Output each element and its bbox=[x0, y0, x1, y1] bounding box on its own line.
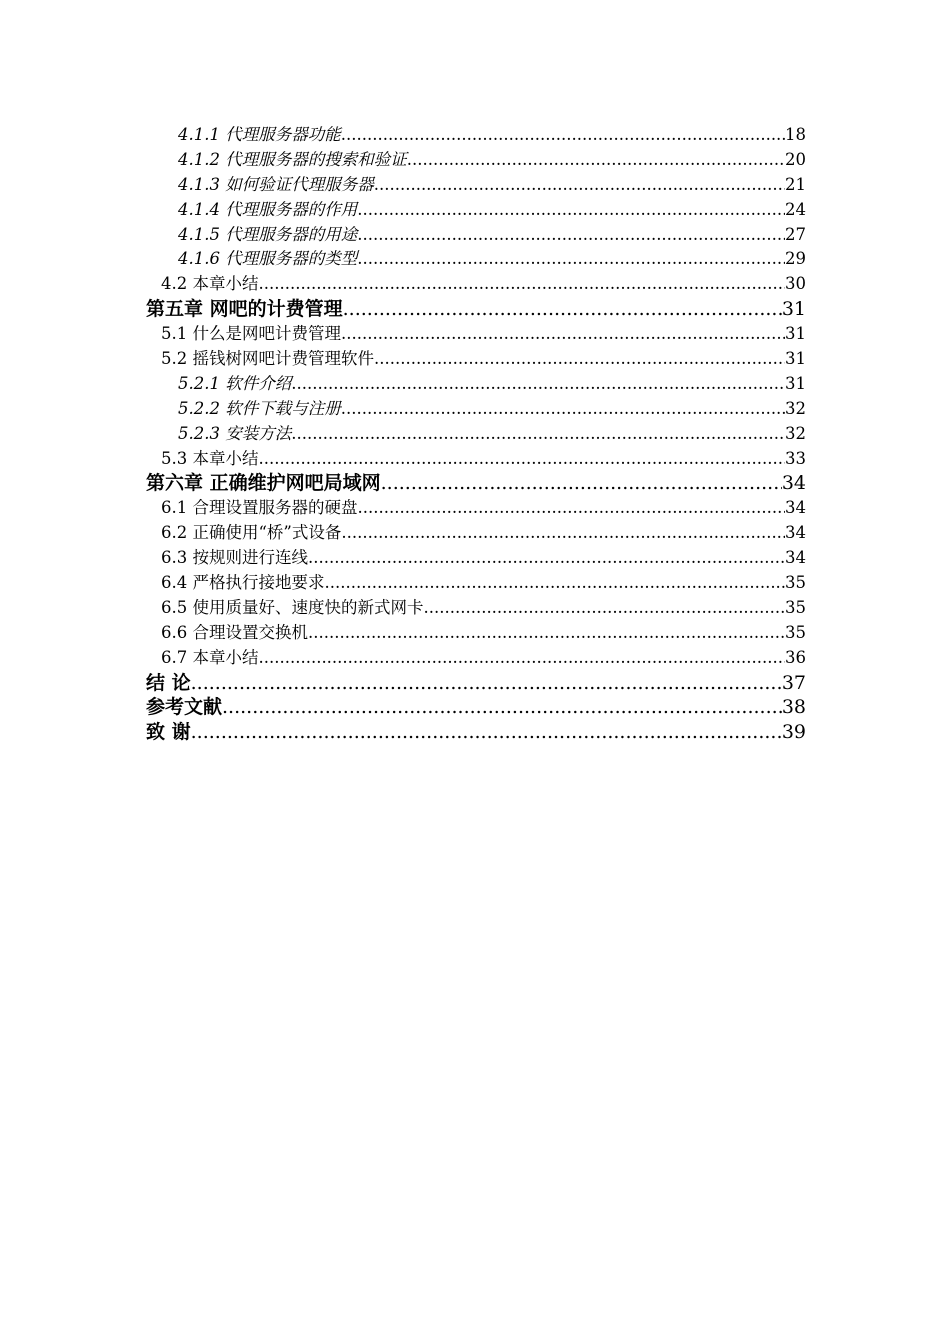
toc-entry-label: 4.1.6 代理服务器的类型 bbox=[178, 249, 358, 269]
toc-dot-leader bbox=[259, 272, 786, 297]
toc-entry-page: 32 bbox=[785, 423, 806, 443]
toc-dot-leader bbox=[357, 223, 785, 248]
toc-entry-label: 致 谢 bbox=[146, 721, 191, 744]
toc-dot-leader bbox=[291, 372, 785, 397]
toc-entry-page: 31 bbox=[785, 373, 806, 393]
toc-entry-page: 34 bbox=[781, 472, 806, 495]
toc-entry-label: 6.2 正确使用“桥”式设备 bbox=[161, 523, 342, 543]
toc-entry-label: 6.3 按规则进行连线 bbox=[161, 548, 308, 568]
toc-entry-chapter-6[interactable] bbox=[146, 471, 806, 496]
toc-dot-leader bbox=[191, 720, 782, 745]
toc-dot-leader bbox=[341, 322, 785, 347]
toc-entry-6-5[interactable] bbox=[146, 596, 806, 621]
toc-entry-label: 4.1.4 代理服务器的作用 bbox=[178, 199, 358, 219]
toc-entry-page: 36 bbox=[785, 647, 806, 667]
toc-dot-leader bbox=[424, 596, 786, 621]
toc-entry-page: 34 bbox=[785, 498, 806, 518]
toc-entry-6-3[interactable] bbox=[146, 546, 806, 571]
toc-entry-page: 30 bbox=[785, 274, 806, 294]
toc-entry-4-1-4[interactable] bbox=[146, 198, 806, 223]
toc-entry-page: 32 bbox=[785, 398, 806, 418]
toc-entry-label: 6.7 本章小结 bbox=[161, 647, 259, 667]
toc-entry-page: 21 bbox=[785, 174, 806, 194]
toc-entry-5-1[interactable] bbox=[146, 322, 806, 347]
toc-dot-leader bbox=[308, 621, 785, 646]
toc-entry-4-1-3[interactable] bbox=[146, 173, 806, 198]
toc-entry-label: 5.2.2 软件下载与注册 bbox=[178, 398, 341, 418]
toc-entry-page: 31 bbox=[785, 324, 806, 344]
toc-entry-label: 第五章 网吧的计费管理 bbox=[146, 298, 343, 321]
toc-dot-leader bbox=[308, 546, 785, 571]
toc-entry-page: 34 bbox=[785, 548, 806, 568]
toc-dot-leader bbox=[381, 471, 782, 496]
toc-entry-page: 34 bbox=[785, 523, 806, 543]
toc-entry-5-2-1[interactable] bbox=[146, 372, 806, 397]
toc-dot-leader bbox=[343, 297, 782, 322]
toc-entry-label: 4.1.5 代理服务器的用途 bbox=[178, 224, 358, 244]
toc-dot-leader bbox=[191, 671, 782, 696]
toc-entry-page: 24 bbox=[785, 199, 806, 219]
toc-entry-label: 6.6 合理设置交换机 bbox=[161, 622, 308, 642]
toc-entry-label: 参考文献 bbox=[146, 696, 223, 719]
toc-entry-page: 31 bbox=[781, 298, 806, 321]
toc-entry-page: 27 bbox=[785, 224, 806, 244]
toc-entry-label: 结 论 bbox=[146, 671, 191, 694]
toc-entry-4-2[interactable] bbox=[146, 272, 806, 297]
toc-entry-4-1-1[interactable] bbox=[146, 123, 806, 148]
toc-entry-conclusion[interactable] bbox=[146, 671, 806, 696]
toc-dot-leader bbox=[341, 397, 785, 422]
toc-entry-6-6[interactable] bbox=[146, 621, 806, 646]
toc-entry-page: 37 bbox=[781, 671, 806, 694]
toc-entry-page: 31 bbox=[785, 349, 806, 369]
toc-entry-6-4[interactable] bbox=[146, 571, 806, 596]
toc-entry-4-1-6[interactable] bbox=[146, 247, 806, 272]
toc-entry-label: 6.4 严格执行接地要求 bbox=[161, 573, 325, 593]
toc-dot-leader bbox=[341, 521, 785, 546]
toc-entry-page: 35 bbox=[785, 622, 806, 642]
toc-dot-leader bbox=[357, 198, 785, 223]
toc-entry-label: 6.5 使用质量好、速度快的新式网卡 bbox=[161, 597, 424, 617]
toc-dot-leader bbox=[407, 148, 785, 173]
toc-entry-page: 33 bbox=[785, 448, 806, 468]
toc-dot-leader bbox=[259, 447, 786, 472]
toc-entry-5-2-2[interactable] bbox=[146, 397, 806, 422]
toc-entry-4-1-2[interactable] bbox=[146, 148, 806, 173]
toc-entry-label: 4.1.2 代理服务器的搜索和验证 bbox=[178, 149, 407, 169]
toc-entry-page: 35 bbox=[785, 597, 806, 617]
toc-entry-6-2[interactable] bbox=[146, 521, 806, 546]
toc-dot-leader bbox=[325, 571, 786, 596]
toc-dot-leader bbox=[358, 496, 786, 521]
toc-entry-label: 4.2 本章小结 bbox=[161, 274, 259, 294]
toc-dot-leader bbox=[357, 247, 785, 272]
toc-entry-label: 5.2 摇钱树网吧计费管理软件 bbox=[161, 349, 374, 369]
toc-entry-5-3[interactable] bbox=[146, 447, 806, 472]
toc-entry-chapter-5[interactable] bbox=[146, 297, 806, 322]
toc-entry-label: 5.1 什么是网吧计费管理 bbox=[161, 324, 341, 344]
toc-entry-5-2-3[interactable] bbox=[146, 422, 806, 447]
toc-entry-label: 5.2.3 安装方法 bbox=[178, 423, 292, 443]
toc-dot-leader bbox=[374, 347, 785, 372]
toc-entry-label: 5.2.1 软件介绍 bbox=[178, 373, 292, 393]
toc-dot-leader bbox=[374, 173, 785, 198]
toc-entry-label: 4.1.1 代理服务器功能 bbox=[178, 125, 341, 144]
toc-entry-6-1[interactable] bbox=[146, 496, 806, 521]
toc-entry-acknowledgements[interactable] bbox=[146, 720, 806, 745]
table-of-contents bbox=[146, 123, 806, 745]
toc-entry-page: 20 bbox=[785, 149, 806, 169]
toc-entry-page: 39 bbox=[781, 721, 806, 744]
toc-dot-leader bbox=[291, 422, 785, 447]
toc-entry-5-2[interactable] bbox=[146, 347, 806, 372]
toc-entry-label: 6.1 合理设置服务器的硬盘 bbox=[161, 498, 358, 518]
toc-dot-leader bbox=[222, 695, 782, 720]
toc-entry-page: 29 bbox=[785, 249, 806, 269]
toc-entry-references[interactable] bbox=[146, 695, 806, 720]
toc-dot-leader bbox=[259, 646, 786, 671]
toc-entry-label: 第六章 正确维护网吧局域网 bbox=[146, 472, 381, 495]
toc-entry-page: 18 bbox=[785, 125, 806, 144]
toc-entry-page: 35 bbox=[785, 573, 806, 593]
toc-dot-leader bbox=[341, 123, 785, 148]
toc-entry-4-1-5[interactable] bbox=[146, 223, 806, 248]
toc-entry-page: 38 bbox=[781, 696, 806, 719]
toc-entry-label: 4.1.3 如何验证代理服务器 bbox=[178, 174, 374, 194]
toc-entry-label: 5.3 本章小结 bbox=[161, 448, 259, 468]
toc-entry-6-7[interactable] bbox=[146, 646, 806, 671]
